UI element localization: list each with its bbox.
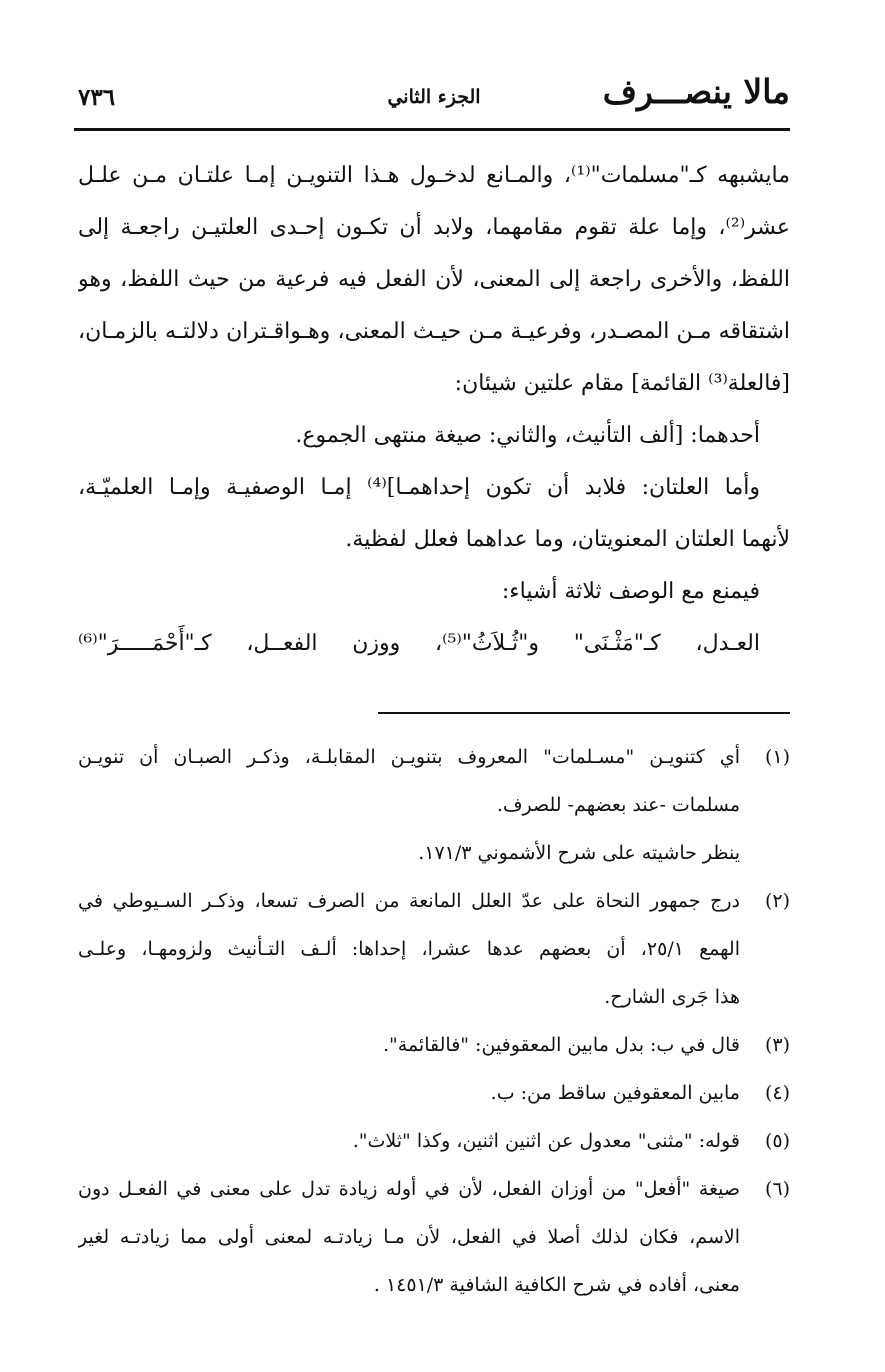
footnote-number: (٢): [764, 890, 790, 912]
footnote-line: ينظر حاشيته على شرح الأشموني ١٧١/٣.: [418, 842, 740, 864]
footnote-6: [78, 1164, 790, 1308]
footnote-number: (٥): [764, 1130, 790, 1152]
footnote-5: [78, 1116, 790, 1164]
main-text: [78, 150, 790, 670]
footnote-line: صيغة "أفعل" من أوزان الفعل، لأن في أوله زيادة تدل على معنى في الفعـل دون: [78, 1178, 740, 1200]
footnote-separator: [378, 712, 790, 714]
footnotes: [78, 732, 790, 1308]
text-line: لأنهما العلتان المعنويتان، وما عداهما فعلل لفظية.: [345, 527, 790, 552]
footnote-line: قال في ب: بدل مابين المعقوفين: "فالقائمة".: [382, 1034, 740, 1056]
footnote-line: معنى، أفاده في شرح الكافية الشافية ١٤٥١/٣ .: [373, 1274, 740, 1296]
footnote-2: [78, 876, 790, 1020]
header-rule: [74, 128, 790, 131]
chapter-title: مالا ينصـــرف: [602, 72, 790, 111]
footnote-line: الاسم، فكان لذلك أصلا في الفعل، لأن مـا زيادتـه لمعنى أولى مما زيادتـه لغير: [78, 1226, 740, 1248]
footnote-line: الهمع ٢٥/١، أن بعضهم عدها عشرا، إحداها: ألـف التـأنيث ولزومهـا، وعلـى: [78, 938, 740, 960]
footnote-line: درج جمهور النحاة على عدّ العلل المانعة من الصرف تسعا، وذكـر السـيوطي في: [78, 890, 740, 912]
footnote-line: قوله: "مثنى" معدول عن اثنين اثنين، وكذا "ثلاث".: [352, 1130, 740, 1152]
text-line: اشتقاقه مـن المصـدر، وفرعيـة مـن حيـث المعنى، وهـواقـتران دلالتـه بالزمـان،: [78, 319, 790, 344]
footnote-number: (٣): [764, 1034, 790, 1056]
page-header: [78, 72, 790, 122]
part-label: الجزء الثاني: [387, 86, 481, 108]
footnote-3: [78, 1020, 790, 1068]
footnote-line: أي كتنويـن "مسـلمات" المعروف بتنويـن المقابلـة، وذكـر الصبـان أن تنويـن: [78, 746, 740, 768]
footnote-number: (٦): [764, 1178, 790, 1200]
text-line: وأما العلتان: فلابد أن تكون إحداهمـا]⁽⁴⁾ إمـا الوصفيـة وإمـا العلميّـة،: [78, 475, 760, 500]
page-number: ٧٣٦: [78, 84, 116, 111]
footnote-line: هذا جَرى الشارح.: [604, 986, 740, 1008]
text-line: أحدهما: [ألف التأنيث، والثاني: صيغة منتهى الجموع.: [295, 423, 760, 448]
text-line: عشر⁽²⁾، وإما علة تقوم مقامهما، ولابد أن تكـون إحـدى العلتيـن راجعـة إلى: [78, 215, 790, 240]
text-line: العـدل، كـ"مَثْـنَى" و"ثُـلاَثُ"⁽⁵⁾، ووزن الفعــل، كـ"أَحْمَـــــرَ"⁽⁶⁾: [78, 631, 761, 656]
footnote-number: (١): [764, 746, 790, 768]
text-line: اللفظ، والأخرى راجعة إلى المعنى، لأن الفعل فيه فرعية من حيث اللفظ، وهو: [78, 267, 790, 292]
footnote-line: مابين المعقوفين ساقط من: ب.: [490, 1082, 740, 1104]
text-line: فيمنع مع الوصف ثلاثة أشياء:: [501, 579, 760, 604]
footnote-4: [78, 1068, 790, 1116]
text-line: [فالعلة⁽³⁾ القائمة] مقام علتين شيئان:: [454, 371, 790, 396]
footnote-number: (٤): [764, 1082, 790, 1104]
footnote-line: مسلمات -عند بعضهم- للصرف.: [496, 794, 740, 816]
text-line: مايشبهه كـ"مسلمات"⁽¹⁾، والمـانع لدخـول هـذا التنويـن إمـا علتـان مـن علـل: [78, 163, 790, 188]
footnote-1: [78, 732, 790, 876]
